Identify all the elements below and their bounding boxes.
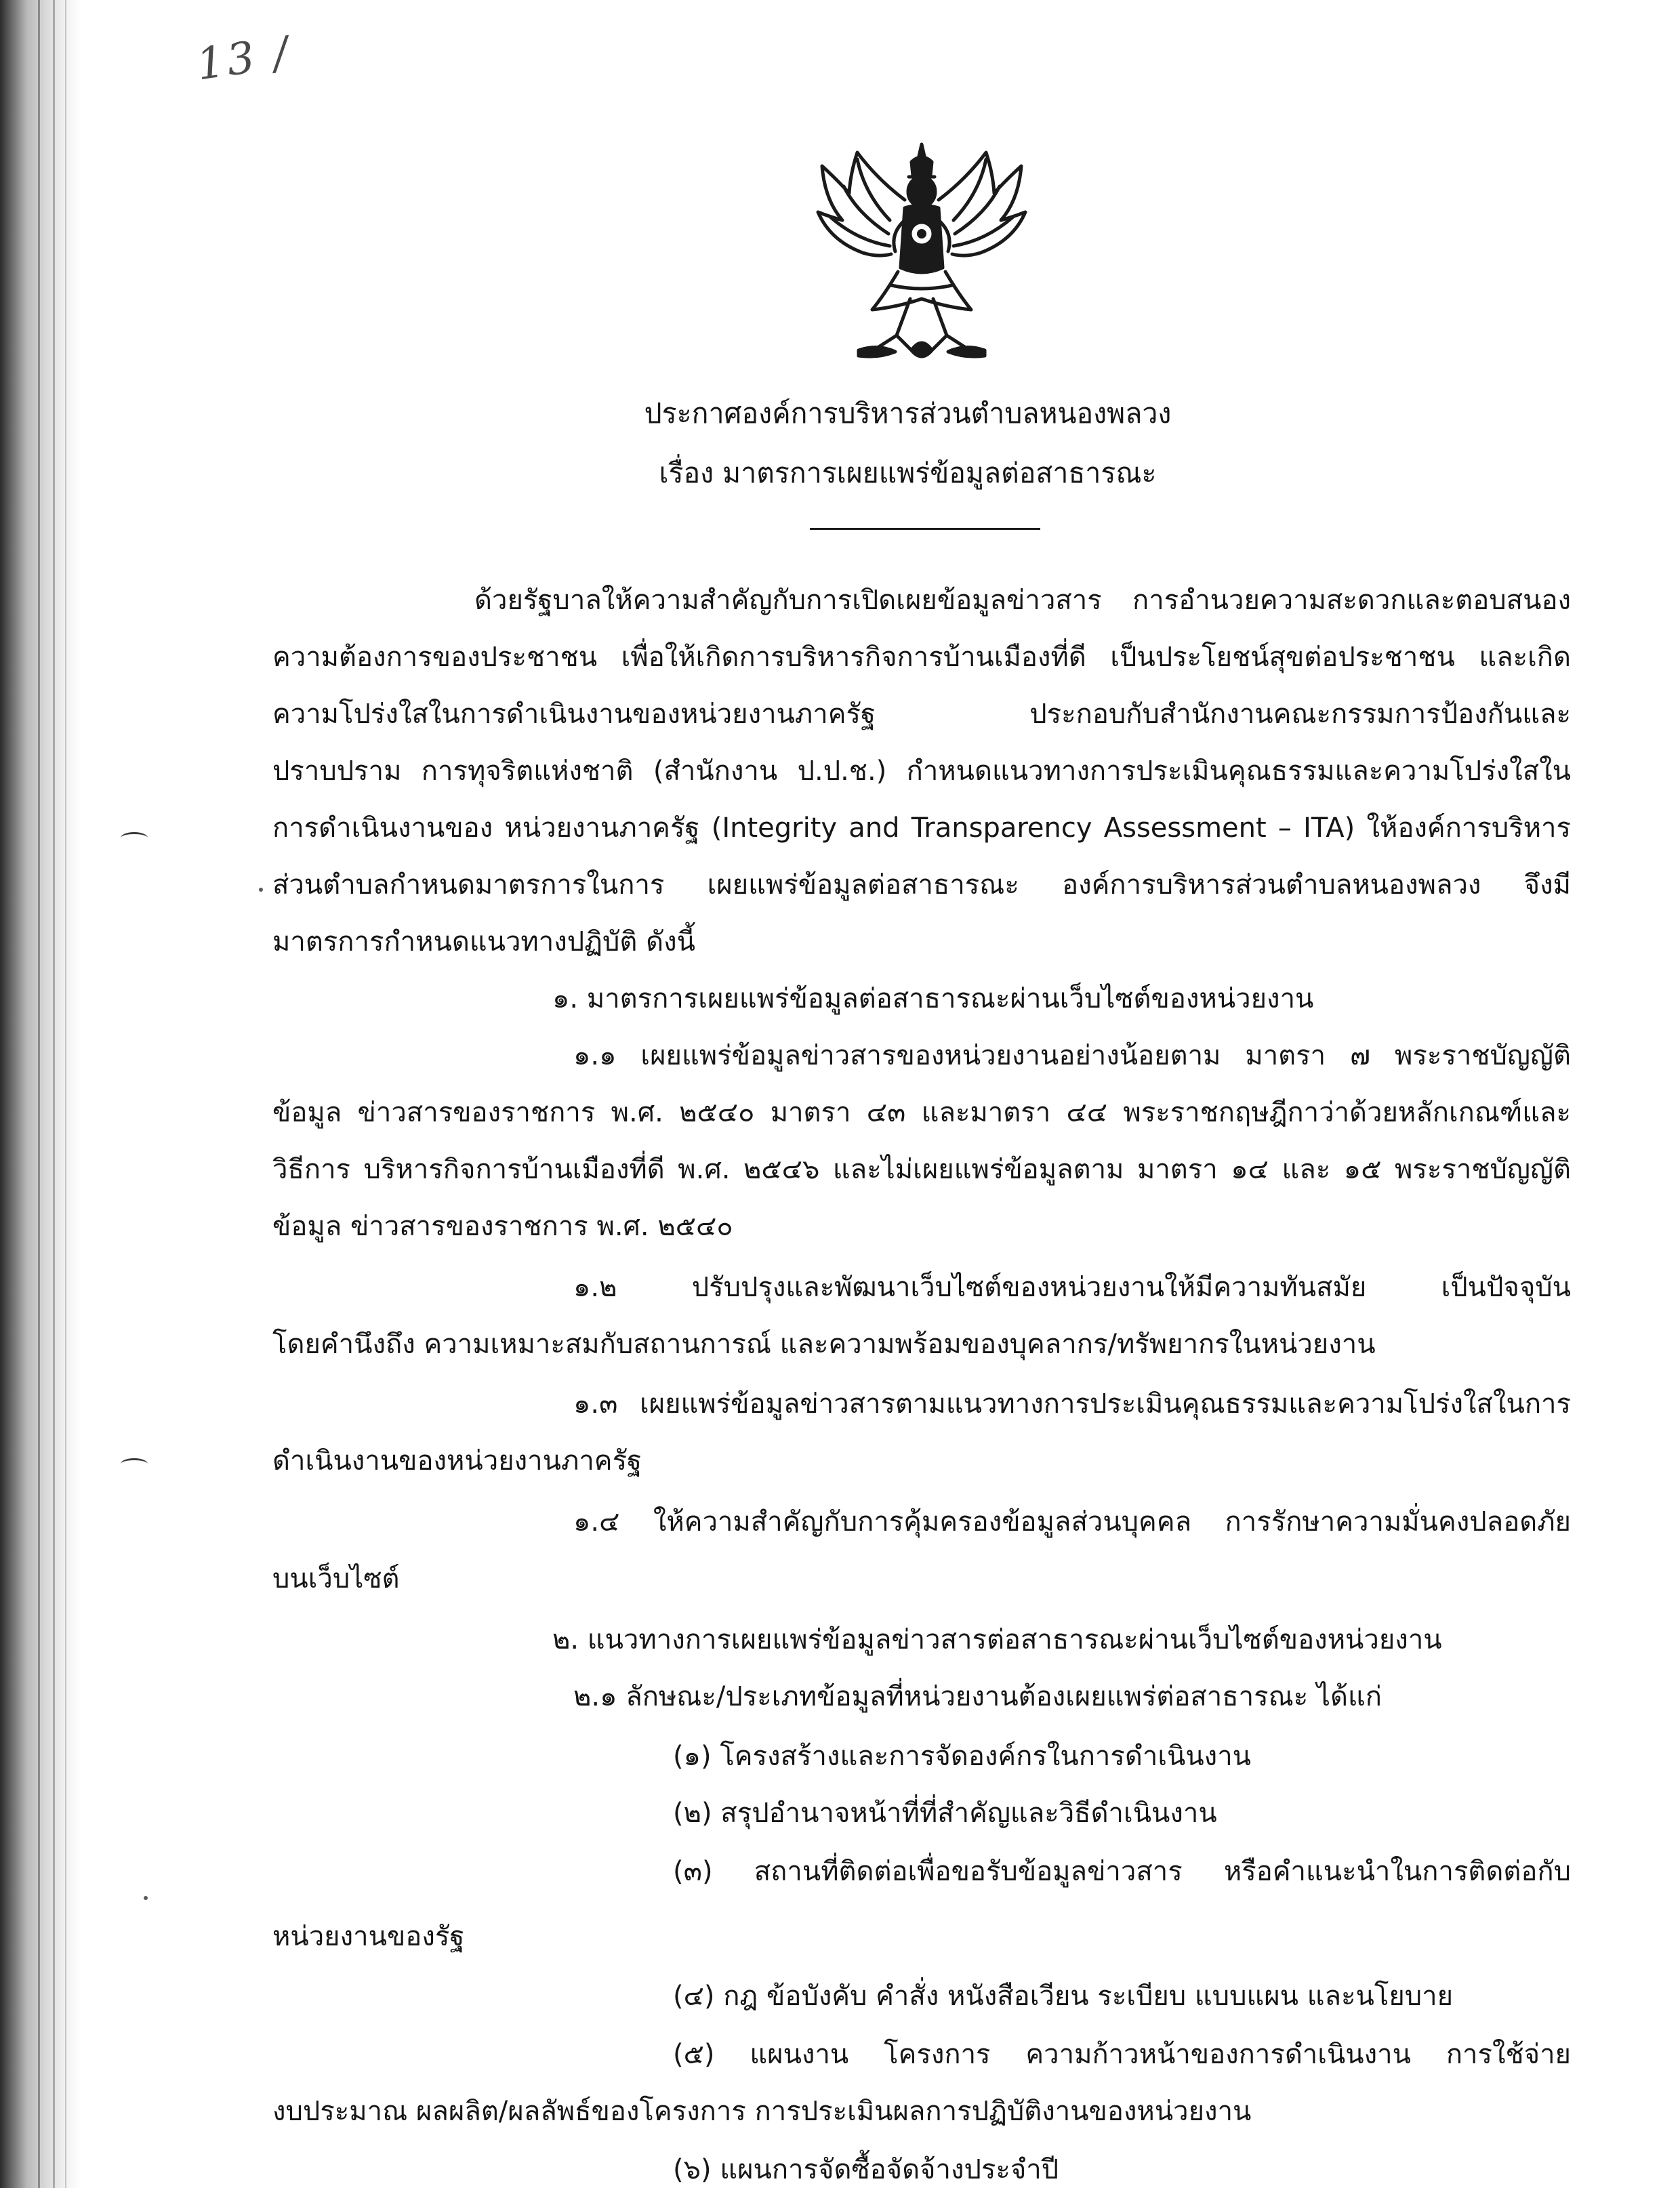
body-line: ส่วนตำบลกำหนดมาตรการในการ เผยแพร่ข้อมูลต่อสาธารณะ องค์การบริหารส่วนตำบลหนองพลวง จึงมี (272, 869, 1571, 901)
list-item: (๑) โครงสร้างและการจัดองค์กรในการดำเนินงาน (673, 1741, 1252, 1772)
scan-edge-line (38, 0, 40, 2188)
list-item: (๓) สถานที่ติดต่อเพื่อขอรับข้อมูลข่าวสาร หรือคำแนะนำในการติดต่อกับ (673, 1856, 1571, 1887)
handwritten-page-note: 13 / (193, 27, 294, 91)
body-line: การดำเนินงานของ หน่วยงานภาครัฐ (Integrity and Transparency Assessment – ITA) ให้องค์การบริหาร (272, 812, 1571, 844)
announcement-title: ประกาศองค์การบริหารส่วนตำบลหนองพลวง (644, 397, 1172, 430)
announcement-subject: เรื่อง มาตรการเผยแพร่ข้อมูลต่อสาธารณะ (659, 457, 1157, 489)
body-line: บนเว็บไซต์ (272, 1563, 400, 1594)
body-line: มาตรการกำหนดแนวทางปฏิบัติ ดังนี้ (272, 926, 695, 957)
scan-edge-line (65, 0, 66, 2188)
list-item: (๔) กฎ ข้อบังคับ คำสั่ง หนังสือเวียน ระเบียบ แบบแผน และนโยบาย (673, 1981, 1454, 2012)
body-line: ๑.๑ เผยแพร่ข้อมูลข่าวสารของหน่วยงานอย่างน้อยตาม มาตรา ๗ พระราชบัญญัติ (573, 1040, 1571, 1071)
body-line: วิธีการ บริหารกิจการบ้านเมืองที่ดี พ.ศ. ๒๕๔๖ และไม่เผยแพร่ข้อมูลตาม มาตรา ๑๔ และ ๑๕ พระราชบัญญัติ (272, 1154, 1571, 1185)
section-heading: ๑. มาตรการเผยแพร่ข้อมูลต่อสาธารณะผ่านเว็บไซต์ของหน่วยงาน (552, 983, 1314, 1014)
section-heading: ๒. แนวทางการเผยแพร่ข้อมูลข่าวสารต่อสาธารณะผ่านเว็บไซต์ของหน่วยงาน (552, 1624, 1442, 1655)
body-line: ด้วยรัฐบาลให้ความสำคัญกับการเปิดเผยข้อมูลข่าวสาร การอำนวยความสะดวกและตอบสนอง (474, 585, 1571, 616)
body-line: หน่วยงานของรัฐ (272, 1921, 465, 1952)
body-line: ปราบปราม การทุจริตแห่งชาติ (สำนักงาน ป.ป.ช.) กำหนดแนวทางการประเมินคุณธรรมและความโปร่งใสใน (272, 756, 1571, 787)
body-line: งบประมาณ ผลผลิต/ผลลัพธ์ของโครงการ การประเมินผลการปฏิบัติงานของหน่วยงาน (272, 2096, 1252, 2127)
scan-edge (0, 0, 81, 2188)
body-line: ๑.๒ ปรับปรุงและพัฒนาเว็บไซต์ของหน่วยงานให้มีความทันสมัย เป็นปัจจุบัน (573, 1272, 1571, 1303)
list-item: (๖) แผนการจัดซื้อจัดจ้างประจำปี (673, 2154, 1059, 2185)
list-item: (๕) แผนงาน โครงการ ความก้าวหน้าของการดำเนินงาน การใช้จ่าย (673, 2039, 1571, 2070)
scan-edge-line (53, 0, 55, 2188)
margin-mark (121, 1458, 148, 1470)
body-line: ความต้องการของประชาชน เพื่อให้เกิดการบริหารกิจการบ้านเมืองที่ดี เป็นประโยชน์สุขต่อประชาชน และเกิด (272, 642, 1571, 673)
title-divider (810, 528, 1040, 530)
body-line: ๑.๓ เผยแพร่ข้อมูลข่าวสารตามแนวทางการประเมินคุณธรรมและความโปร่งใสในการ (573, 1388, 1571, 1420)
scan-speck (144, 1896, 148, 1900)
body-line: ข้อมูล ข่าวสารของราชการ พ.ศ. ๒๕๔๐ (272, 1211, 733, 1242)
scan-speck (259, 888, 263, 892)
list-item: (๒) สรุปอำนาจหน้าที่ที่สำคัญและวิธีดำเนินงาน (673, 1798, 1217, 1829)
margin-mark (121, 832, 148, 844)
subsection-heading: ๒.๑ ลักษณะ/ประเภทข้อมูลที่หน่วยงานต้องเผยแพร่ต่อสาธารณะ ได้แก่ (573, 1681, 1382, 1712)
body-line: ข้อมูล ข่าวสารของราชการ พ.ศ. ๒๕๔๐ มาตรา ๔๓ และมาตรา ๔๔ พระราชกฤษฎีกาว่าด้วยหลักเกณฑ์และ (272, 1097, 1571, 1128)
body-line: โดยคำนึงถึง ความเหมาะสมกับสถานการณ์ และความพร้อมของบุคลากร/ทรัพยากรในหน่วยงาน (272, 1329, 1376, 1360)
garuda-emblem-icon (810, 132, 1033, 369)
body-line: ๑.๔ ให้ความสำคัญกับการคุ้มครองข้อมูลส่วนบุคคล การรักษาความมั่นคงปลอดภัย (573, 1506, 1571, 1537)
body-line: ดำเนินงานของหน่วยงานภาครัฐ (272, 1445, 642, 1477)
body-line: ความโปร่งใสในการดำเนินงานของหน่วยงานภาครัฐ ประกอบกับสำนักงานคณะกรรมการป้องกันและ (272, 699, 1571, 730)
